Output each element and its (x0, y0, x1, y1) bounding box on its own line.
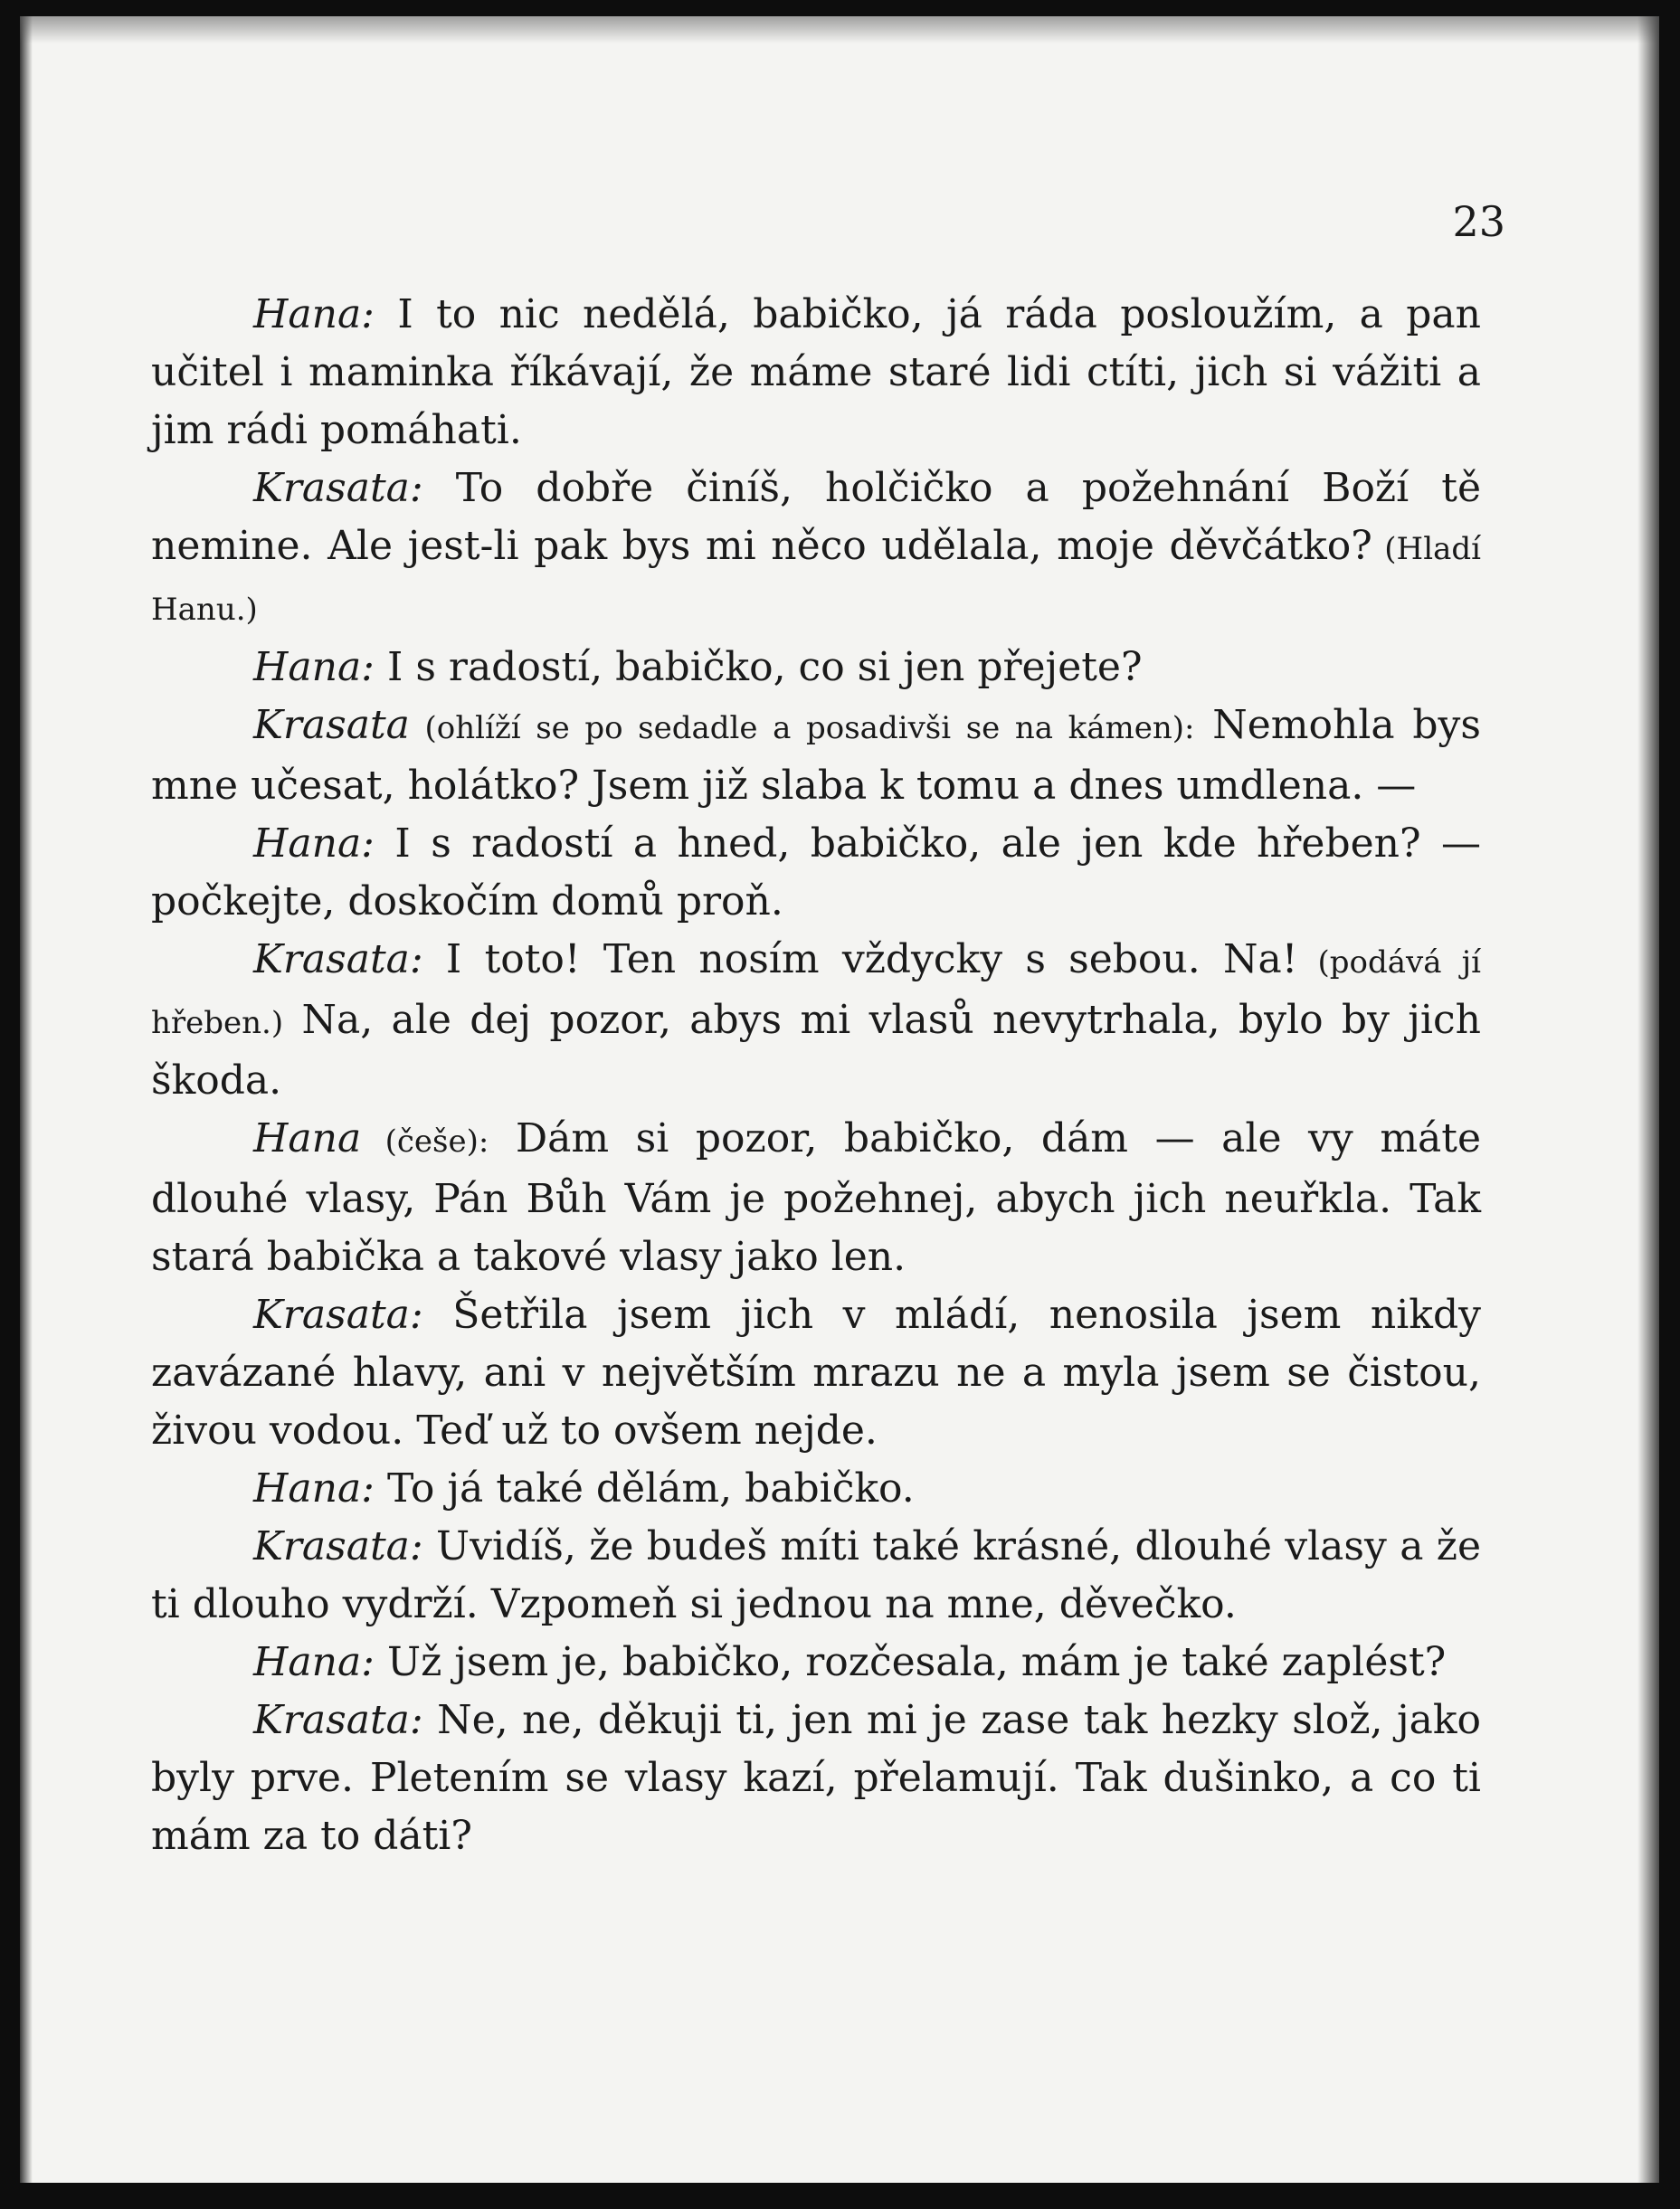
paragraph (151, 815, 1481, 931)
speaker-name: Hana: (253, 820, 375, 867)
dialogue-line: Uvidíš, že budeš míti také krásné, dlouhé vlasy a že ti dlouho vydrží. Vzpomeň si jednou na mne, děvečko. (151, 1523, 1481, 1627)
dialogue-line: Na, ale dej pozor, abys mi vlasů nevytrhala, bylo by jich škoda. (151, 997, 1481, 1104)
dialogue-line: To já také dělám, babičko. (375, 1465, 915, 1512)
dialogue-line: To dobře činíš, holčičko a požehnání Boží tě nemine. Ale jest-li pak bys mi něco udělala, moje děvčátko? (151, 465, 1481, 569)
stage-direction: (ohlíží se po sedadle a posadivši se na kámen): (409, 710, 1195, 746)
paragraph (151, 286, 1481, 460)
dialogue-line: Nemohla bys mne učesat, holátko? Jsem již slaba k tomu a dnes umdlena. — (151, 702, 1481, 809)
speaker-name: Krasata: (253, 465, 423, 511)
speaker-name: Krasata: (253, 1523, 423, 1569)
speaker-name: Hana: (253, 291, 375, 337)
speaker-name: Hana (253, 1115, 362, 1161)
paragraph (151, 1460, 1481, 1518)
dialogue-line: Šetřila jsem jich v mládí, nenosila jsem nikdy zavázané hlavy, ani v největším mrazu ne a myla jsem se čistou, živou vodou. Teď už to ovšem nejde. (151, 1292, 1481, 1454)
paragraph (151, 1518, 1481, 1634)
stage-direction: (podává jí hřeben.) (151, 944, 1481, 1041)
paragraph (151, 639, 1481, 697)
book-page (20, 16, 1659, 2183)
dialogue-line: Dám si pozor, babičko, dám — ale vy máte dlouhé vlasy, Pán Bůh Vám je požehnej, abych jich neuřkla. Tak stará babička a takové vlasy jako len. (151, 1115, 1481, 1280)
paragraph (151, 460, 1481, 639)
stage-direction: (Hladí Hanu.) (151, 531, 1481, 628)
dialogue-line: Už jsem je, babičko, rozčesala, mám je také zaplést? (375, 1639, 1447, 1685)
paragraph (151, 931, 1481, 1110)
speaker-name: Hana: (253, 1639, 375, 1685)
speaker-name: Krasata (253, 702, 410, 748)
page-shadow (20, 16, 1659, 43)
paragraph (151, 1634, 1481, 1692)
dialogue-line: I s radostí a hned, babičko, ale jen kde hřeben? — počkejte, doskočím domů proň. (151, 820, 1481, 924)
speaker-name: Krasata: (253, 1697, 423, 1743)
dialogue-line: I to nic nedělá, babičko, já ráda posloužím, a pan učitel i maminka říkávají, že máme staré lidi ctíti, jich si vážiti a jim rádi pomáhati. (151, 291, 1481, 453)
dialogue-text (151, 286, 1481, 1865)
paragraph (151, 1692, 1481, 1865)
speaker-name: Hana: (253, 1465, 375, 1512)
page-number: 23 (1452, 197, 1505, 246)
paragraph (151, 1110, 1481, 1286)
stage-direction: (češe): (361, 1123, 489, 1160)
speaker-name: Krasata: (253, 936, 423, 982)
dialogue-line: Ne, ne, děkuji ti, jen mi je zase tak hezky slož, jako byly prve. Pletením se vlasy kazí, přelamují. Tak dušinko, a co ti mám za to dáti? (151, 1697, 1481, 1859)
dialogue-line: I s radostí, babičko, co si jen přejete? (375, 644, 1143, 690)
speaker-name: Hana: (253, 644, 375, 690)
paragraph (151, 1286, 1481, 1460)
dialogue-line: I toto! Ten nosím vždycky s sebou. Na! (422, 936, 1298, 982)
speaker-name: Krasata: (253, 1292, 423, 1338)
paragraph (151, 697, 1481, 815)
